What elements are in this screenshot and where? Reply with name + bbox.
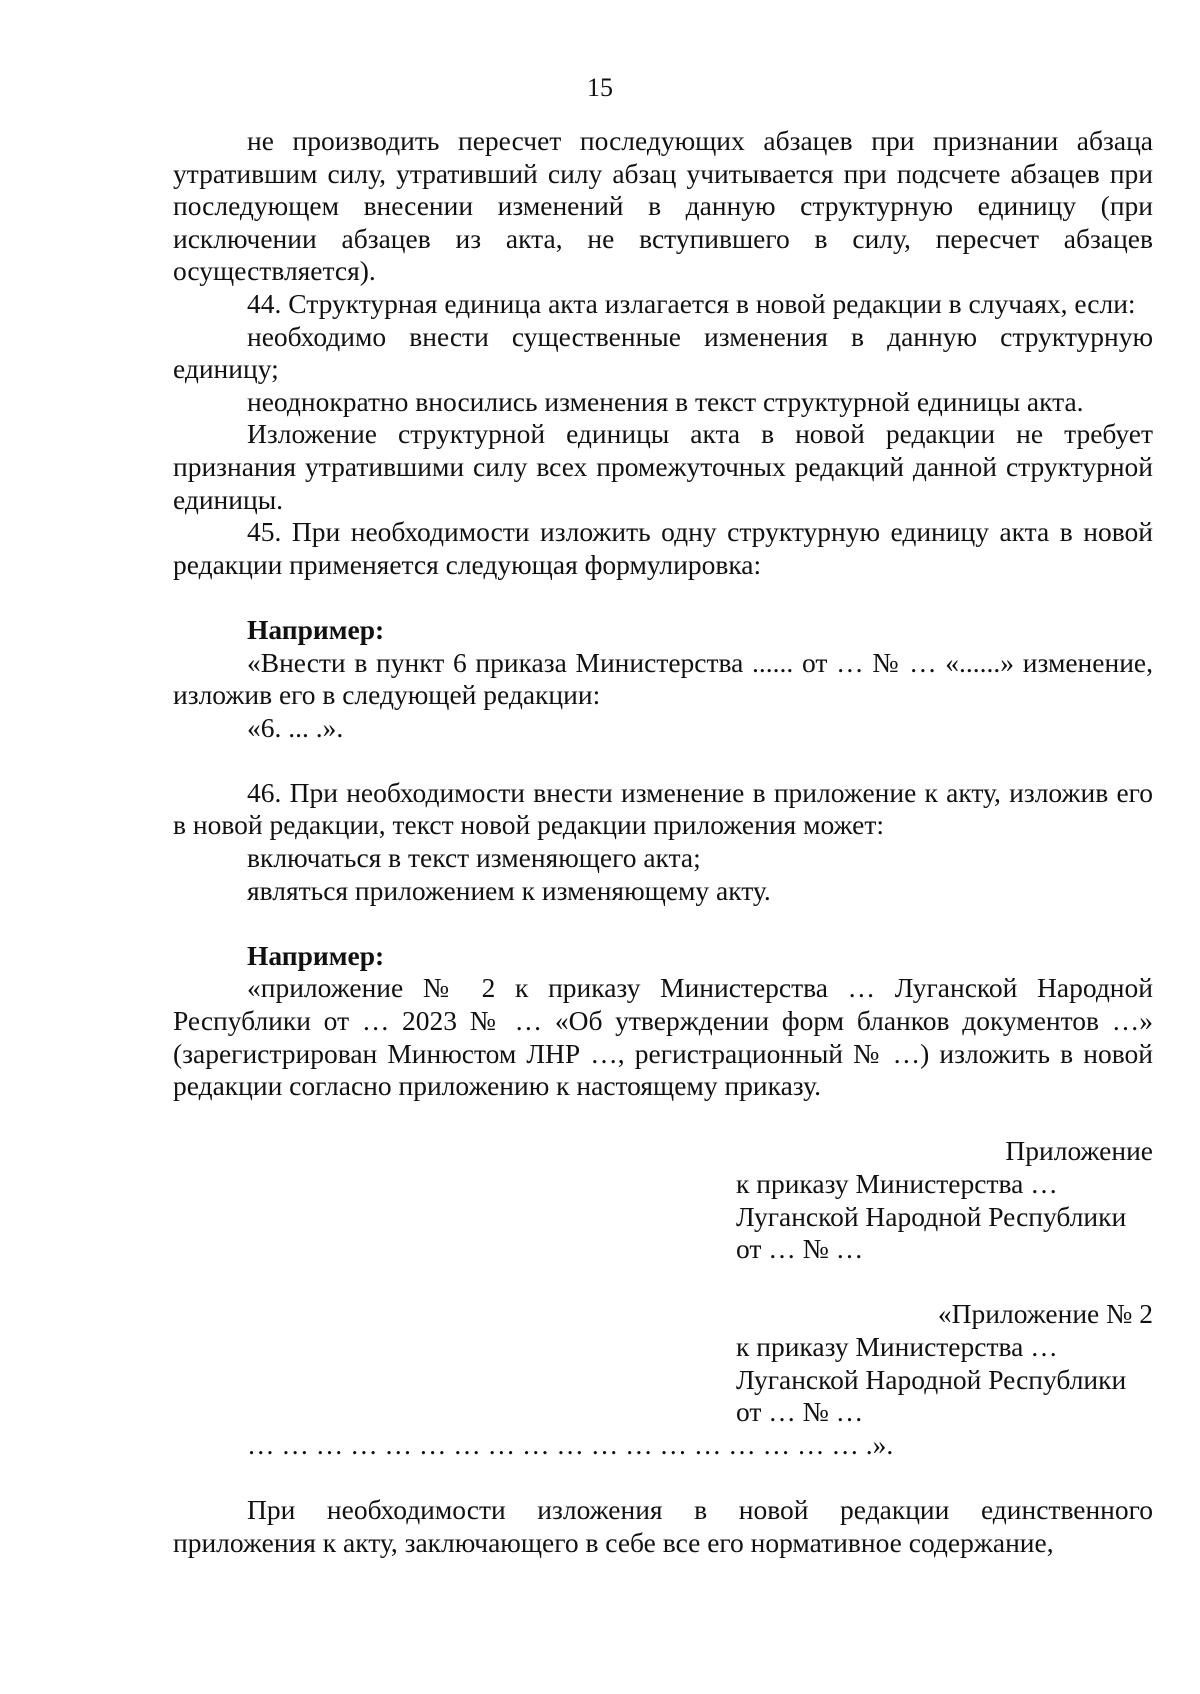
appendix-1-line-3: от … № …	[736, 1233, 864, 1265]
example-heading-2: Например:	[247, 939, 385, 971]
appendix-block-1	[736, 1135, 1153, 1265]
example-2-text: «приложение № 2 к приказу Министерства … Луганской Народной Республики от … 2023 № … «Об утверждении форм бланков документов …» (зарегистрирован Минюстом ЛНР …, регистрационный № …) изложить в новой редакции согласно приложению к настоящему приказу.	[173, 972, 1153, 1102]
example-1-text: «Внести в пункт 6 приказа Министерства ...... от … № … «......» изменение, изложив его в следующей редакции:	[173, 646, 1153, 711]
paragraph-note: Изложение структурной единицы акта в новой редакции не требует признания утратившими силу всех промежуточных редакций данной структурной единицы.	[173, 418, 1153, 515]
paragraph-46-option-2: являться приложением к изменяющему акту.	[247, 874, 771, 906]
example-heading-1: Например:	[247, 613, 385, 645]
ellipsis-line: … … … … … … … … … … … … … … … … … … .».	[247, 1428, 894, 1460]
paragraph-46-option-1: включаться в текст изменяющего акта;	[247, 842, 701, 874]
appendix-2-line-3: от … № …	[736, 1396, 864, 1428]
appendix-2-line-2: Луганской Народной Республики	[736, 1363, 1127, 1395]
appendix-2-line-1: к приказу Министерства …	[736, 1330, 1058, 1362]
page-number: 15	[587, 73, 613, 102]
document-body	[173, 125, 1153, 1559]
paragraph-45: 45. При необходимости изложить одну структурную единицу акта в новой редакции применяется следующая формулировка:	[173, 516, 1153, 580]
example-1-quote: «6. ... .».	[247, 711, 344, 743]
appendix-1-title: Приложение	[1005, 1135, 1153, 1167]
paragraph-condition-2: неоднократно вносились изменения в текст структурной единицы акта.	[247, 385, 1084, 417]
appendix-block-2	[736, 1298, 1153, 1428]
paragraph-1: не производить пересчет последующих абзацев при признании абзаца утратившим силу, утративший силу абзац учитывается при подсчете абзацев при последующем внесении изменений в данную структурную единицу (при исключении абзацев из акта, не вступившего в силу, пересчет абзацев осуществляется).	[173, 125, 1153, 287]
appendix-1-line-2: Луганской Народной Республики	[736, 1200, 1127, 1232]
appendix-1-line-1: к приказу Министерства …	[736, 1168, 1058, 1199]
paragraph-final: При необходимости изложения в новой редакции единственного приложения к акту, заключающего в себе все его нормативное содержание,	[173, 1493, 1153, 1558]
paragraph-44: 44. Структурная единица акта излагается в новой редакции в случаях, если:	[247, 287, 1136, 319]
appendix-2-title: «Приложение № 2	[937, 1298, 1153, 1330]
paragraph-condition-1: необходимо внести существенные изменения в данную структурную единицу;	[173, 320, 1153, 385]
paragraph-46: 46. При необходимости внести изменение в приложение к акту, изложив его в новой редакции, текст новой редакции приложения может:	[173, 776, 1153, 841]
